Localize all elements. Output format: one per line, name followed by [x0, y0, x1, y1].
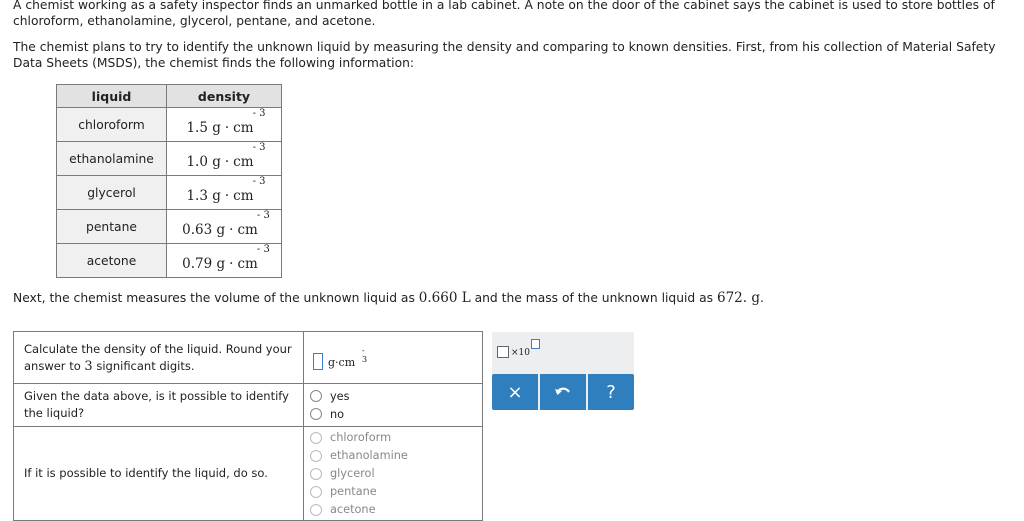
radio-circle-icon[interactable] — [310, 408, 322, 420]
clear-button[interactable]: × — [492, 374, 538, 410]
liquid-options — [304, 427, 483, 521]
radio-option-ethanolamine[interactable]: ethanolamine — [304, 447, 482, 465]
density-answer-input[interactable] — [313, 353, 323, 370]
header-density: density — [167, 85, 282, 108]
liquid-name: chloroform — [57, 108, 167, 142]
density-value: 1.3 g · cm - 3 — [186, 175, 266, 204]
radio-option-chloroform[interactable]: chloroform — [304, 429, 482, 447]
radio-circle-icon[interactable] — [310, 486, 322, 498]
scientific-notation-button[interactable]: ×10 — [497, 346, 530, 358]
density-answer-cell — [304, 332, 483, 384]
density-value: 0.63 g · cm - 3 — [182, 209, 270, 238]
density-value: 1.0 g · cm - 3 — [186, 141, 266, 170]
answer-toolbar — [492, 332, 634, 410]
table-row — [57, 108, 282, 142]
question-density: Calculate the density of the liquid. Round your answer to 3 significant digits. — [14, 332, 304, 384]
question-identify-liquid: If it is possible to identify the liquid, do so. — [14, 427, 304, 521]
density-value: 1.5 g · cm - 3 — [186, 107, 266, 136]
radio-option-glycerol[interactable]: glycerol — [304, 465, 482, 483]
help-button[interactable]: ? — [588, 374, 634, 410]
undo-icon — [554, 385, 572, 399]
radio-circle-icon[interactable] — [310, 468, 322, 480]
radio-option-yes[interactable]: yes — [304, 387, 482, 405]
table-row — [57, 176, 282, 210]
intro-paragraph-2: The chemist plans to try to identify the unknown liquid by measuring the density and comparing to known densities. First, from his collection of Material Safety Data Sheets (MSDS), the chemist finds the following information: — [13, 40, 996, 70]
density-unit: g·cm - 3 — [328, 346, 368, 369]
radio-option-acetone[interactable]: acetone — [304, 501, 482, 519]
undo-button[interactable] — [540, 374, 586, 410]
question-identifiable: Given the data above, is it possible to identify the liquid? — [14, 384, 304, 427]
volume-value: 0.660 L — [418, 290, 471, 306]
density-value: 0.79 g · cm - 3 — [182, 243, 270, 272]
identifiable-options — [304, 384, 483, 427]
exponent-box-icon — [531, 339, 540, 349]
liquid-name: pentane — [57, 210, 167, 244]
header-liquid: liquid — [57, 85, 167, 108]
measurement-sentence: Next, the chemist measures the volume of the unknown liquid as 0.660 L and the mass of the unknown liquid as 672. g. — [13, 290, 764, 306]
mass-value: 672. g — [717, 290, 760, 306]
intro-paragraph-1: A chemist working as a safety inspector finds an unmarked bottle in a lab cabinet. A note on the door of the cabinet says the cabinet is used to store bottles of chloroform, ethanolamine, glycerol, pentane, and acetone. — [13, 0, 995, 28]
radio-option-no[interactable]: no — [304, 405, 482, 423]
radio-circle-icon[interactable] — [310, 450, 322, 462]
radio-circle-icon[interactable] — [310, 390, 322, 402]
table-row — [57, 210, 282, 244]
msds-table — [56, 84, 282, 278]
mantissa-box-icon — [497, 346, 509, 358]
table-row — [57, 142, 282, 176]
liquid-name: glycerol — [57, 176, 167, 210]
table-row — [57, 244, 282, 278]
liquid-name: acetone — [57, 244, 167, 278]
radio-circle-icon[interactable] — [310, 504, 322, 516]
radio-circle-icon[interactable] — [310, 432, 322, 444]
liquid-name: ethanolamine — [57, 142, 167, 176]
radio-option-pentane[interactable]: pentane — [304, 483, 482, 501]
question-table — [13, 331, 483, 521]
